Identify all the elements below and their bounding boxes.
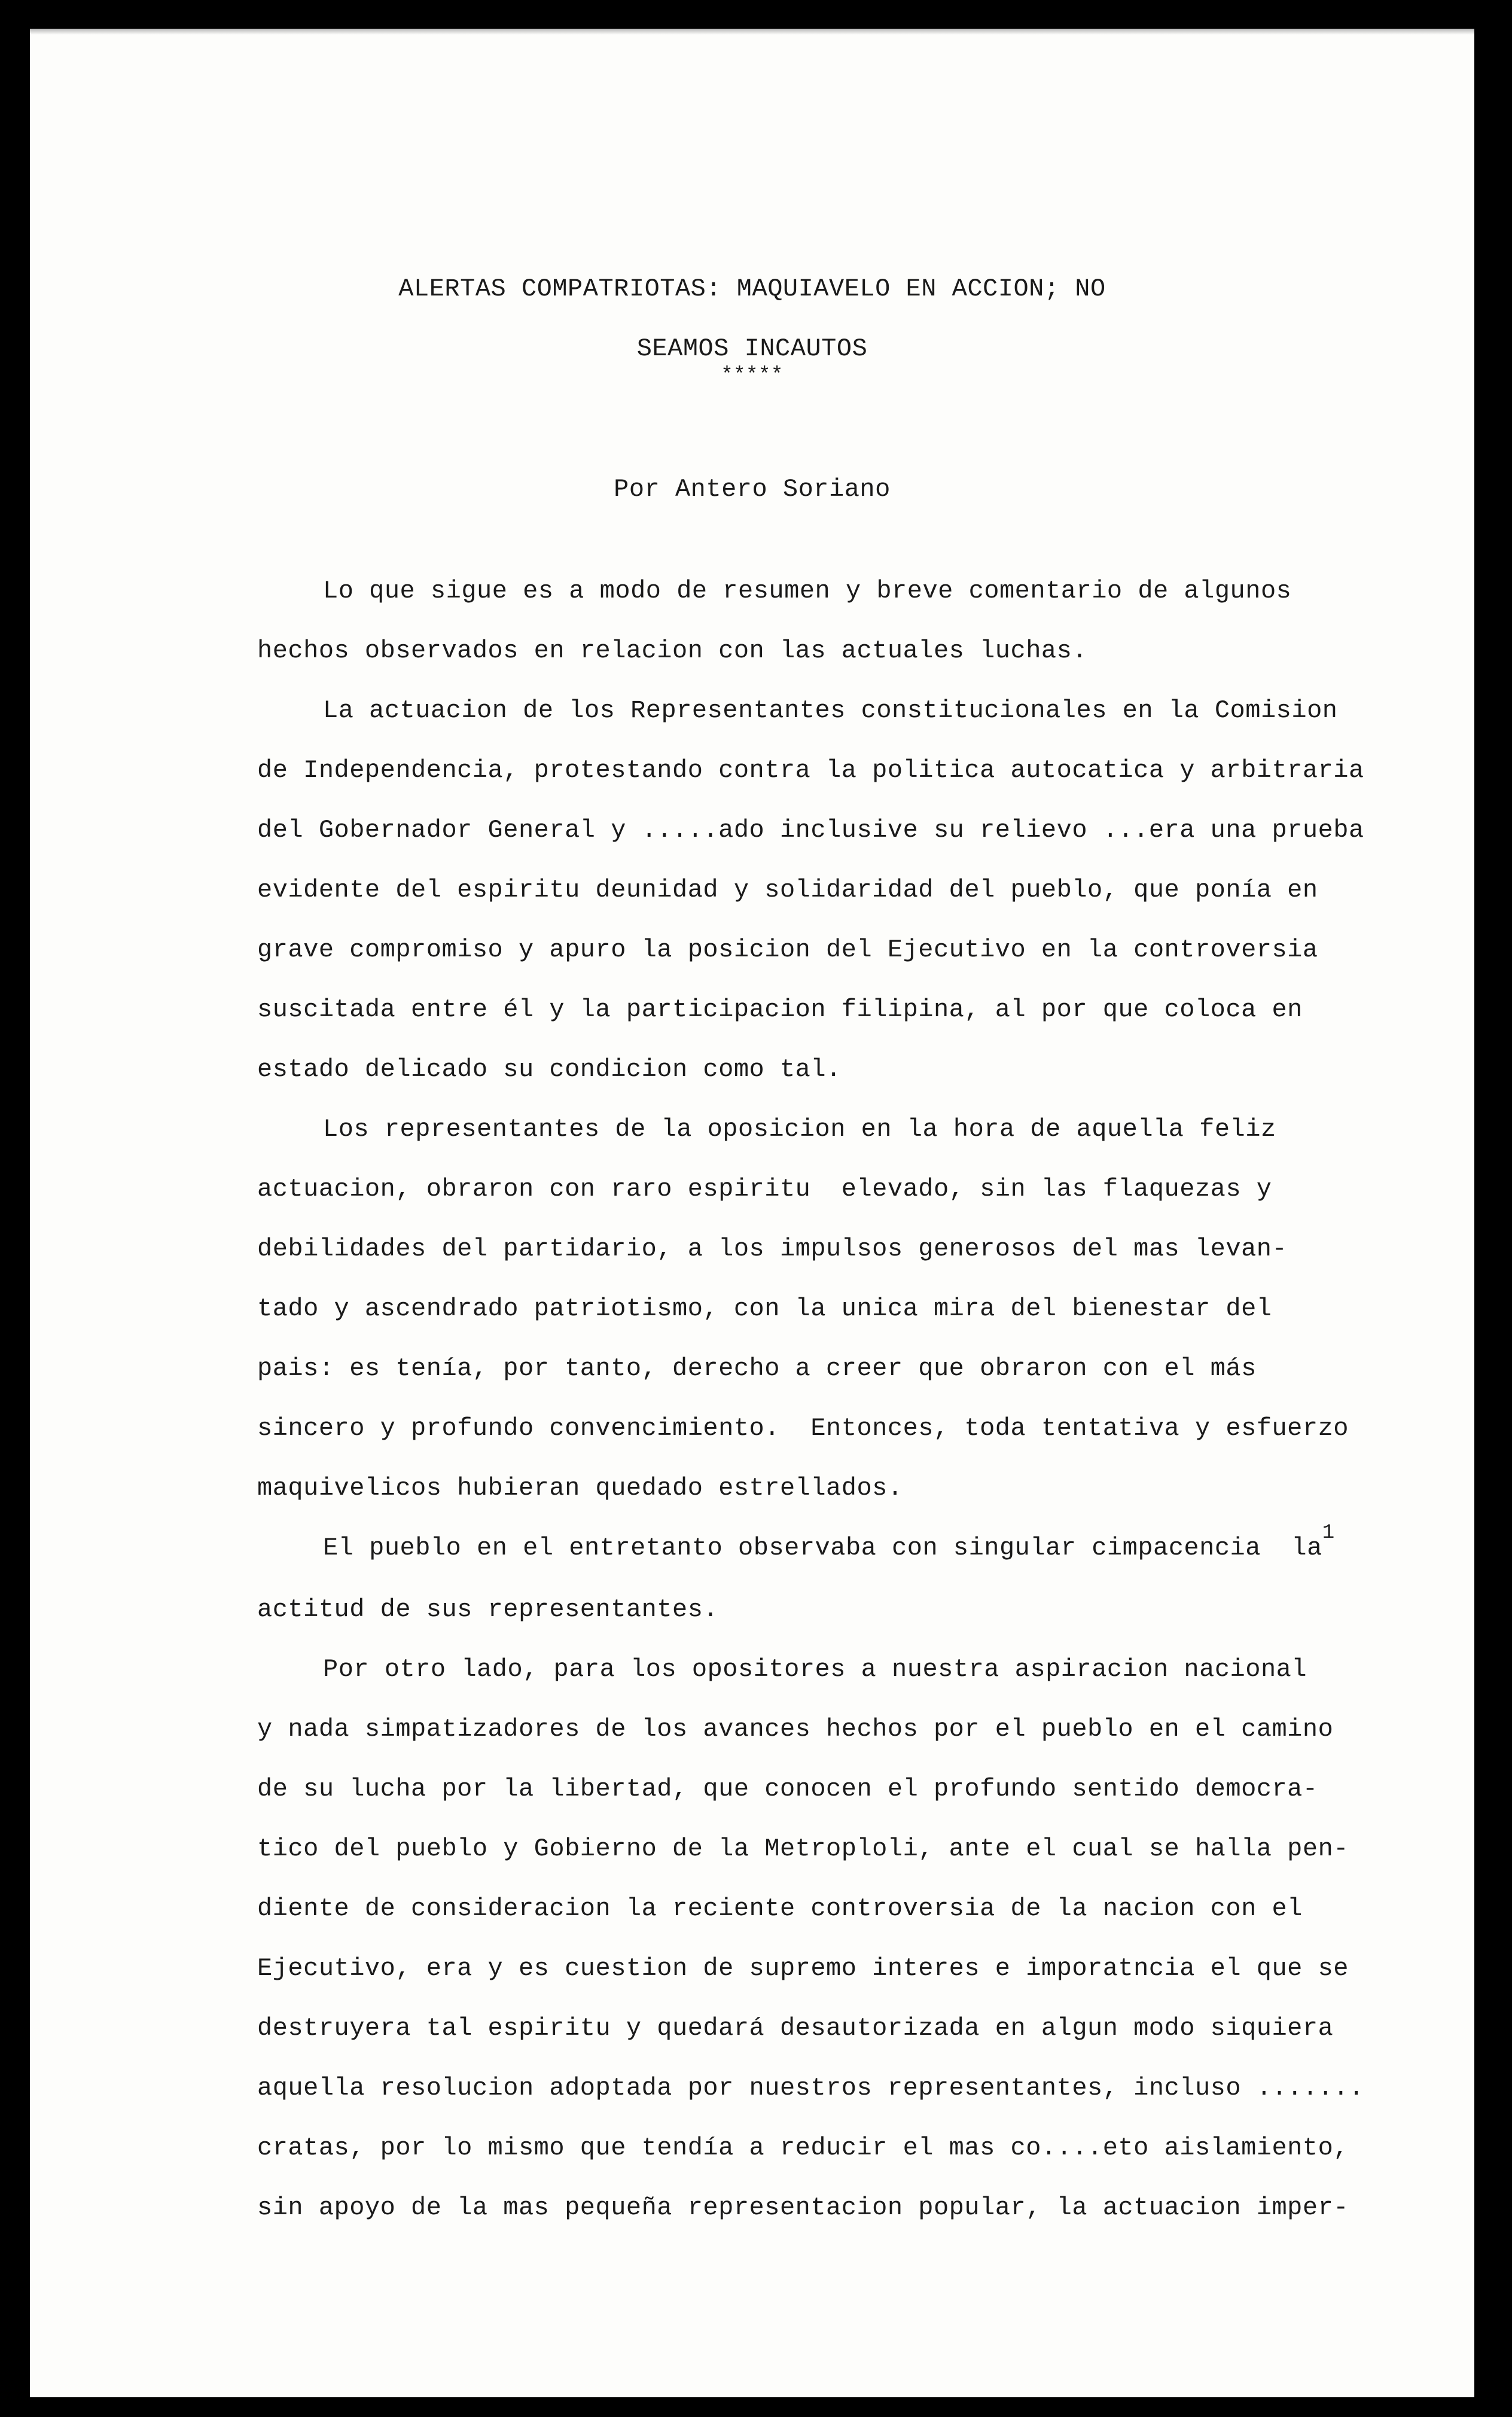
text-line-with-footnote: [257, 1518, 1394, 1580]
text-line: pais: es tenía, por tanto, derecho a creer que obraron con el más: [257, 1354, 1257, 1383]
paragraph-4: [257, 1518, 1394, 1639]
text-line: diente de consideracion la reciente controversia de la nacion con el: [257, 1894, 1303, 1923]
text-line: Lo que sigue es a modo de resumen y breve comentario de algunos: [323, 577, 1292, 605]
paragraph-2: [257, 681, 1394, 1099]
text-line: suscitada entre él y la participacion filipina, al por que coloca en: [257, 995, 1303, 1024]
title-separator-stars: *****: [721, 364, 784, 387]
text-line: debilidades del partidario, a los impulsos generosos del mas levan-: [257, 1235, 1288, 1263]
text-line: maquivelicos hubieran quedado estrellados.: [257, 1474, 903, 1502]
paragraph-5: [257, 1639, 1394, 2238]
text-line: sincero y profundo convencimiento. Entonces, toda tentativa y esfuerzo: [257, 1414, 1349, 1443]
text-line: estado delicado su condicion como tal.: [257, 1055, 842, 1084]
text-line: hechos observados en relacion con las actuales luchas.: [257, 636, 1088, 665]
text-line: Los representantes de la oposicion en la hora de aquella feliz: [323, 1115, 1276, 1144]
text-line: sin apoyo de la mas pequeña representacion popular, la actuacion imper-: [257, 2193, 1349, 2222]
text-line: de su lucha por la libertad, que conocen el profundo sentido democra-: [257, 1775, 1318, 1803]
text-line: Por otro lado, para los opositores a nuestra aspiracion nacional: [323, 1655, 1307, 1684]
text-line: y nada simpatizadores de los avances hechos por el pueblo en el camino: [257, 1715, 1334, 1744]
text-line: destruyera tal espiritu y quedará desautorizada en algun modo siquiera: [257, 2014, 1334, 2043]
text-line: actitud de sus representantes.: [257, 1595, 719, 1624]
author-byline: Por Antero Soriano: [614, 475, 891, 504]
document-body: [257, 561, 1394, 2238]
text-line: Ejecutivo, era y es cuestion de supremo interes e imporatncia el que se: [257, 1954, 1349, 1983]
text-line: grave compromiso y apuro la posicion del Ejecutivo en la controversia: [257, 935, 1318, 964]
text-line: del Gobernador General y .....ado inclusive su relievo ...era una prueba: [257, 816, 1364, 845]
text-line: La actuacion de los Representantes constitucionales en la Comision: [323, 696, 1338, 725]
text-line: tado y ascendrado patriotismo, con la unica mira del bienestar del: [257, 1294, 1272, 1323]
text-line: aquella resolucion adoptada por nuestros representantes, incluso .......: [257, 2074, 1364, 2102]
title-line-1: ALERTAS COMPATRIOTAS: MAQUIAVELO EN ACCION; NO: [398, 275, 1106, 303]
text-line: actuacion, obraron con raro espiritu elevado, sin las flaquezas y: [257, 1175, 1272, 1203]
text-segment: El pueblo en el entretanto observaba con singular cimpacencia la: [323, 1534, 1322, 1562]
title-line-2: SEAMOS INCAUTOS: [636, 334, 868, 363]
text-line: evidente del espiritu deunidad y solidaridad del pueblo, que ponía en: [257, 876, 1318, 904]
text-line: tico del pueblo y Gobierno de la Metroploli, ante el cual se halla pen-: [257, 1834, 1349, 1863]
paragraph-3: [257, 1099, 1394, 1518]
page-top-edge: [30, 29, 1474, 35]
document-page: [30, 29, 1474, 2397]
text-line: cratas, por lo mismo que tendía a reducir el mas co....eto aislamiento,: [257, 2133, 1349, 2162]
footnote-mark: 1: [1322, 1522, 1335, 1544]
paragraph-1: [257, 561, 1394, 681]
document-title: [30, 259, 1474, 379]
text-line: de Independencia, protestando contra la politica autocatica y arbitraria: [257, 756, 1364, 785]
